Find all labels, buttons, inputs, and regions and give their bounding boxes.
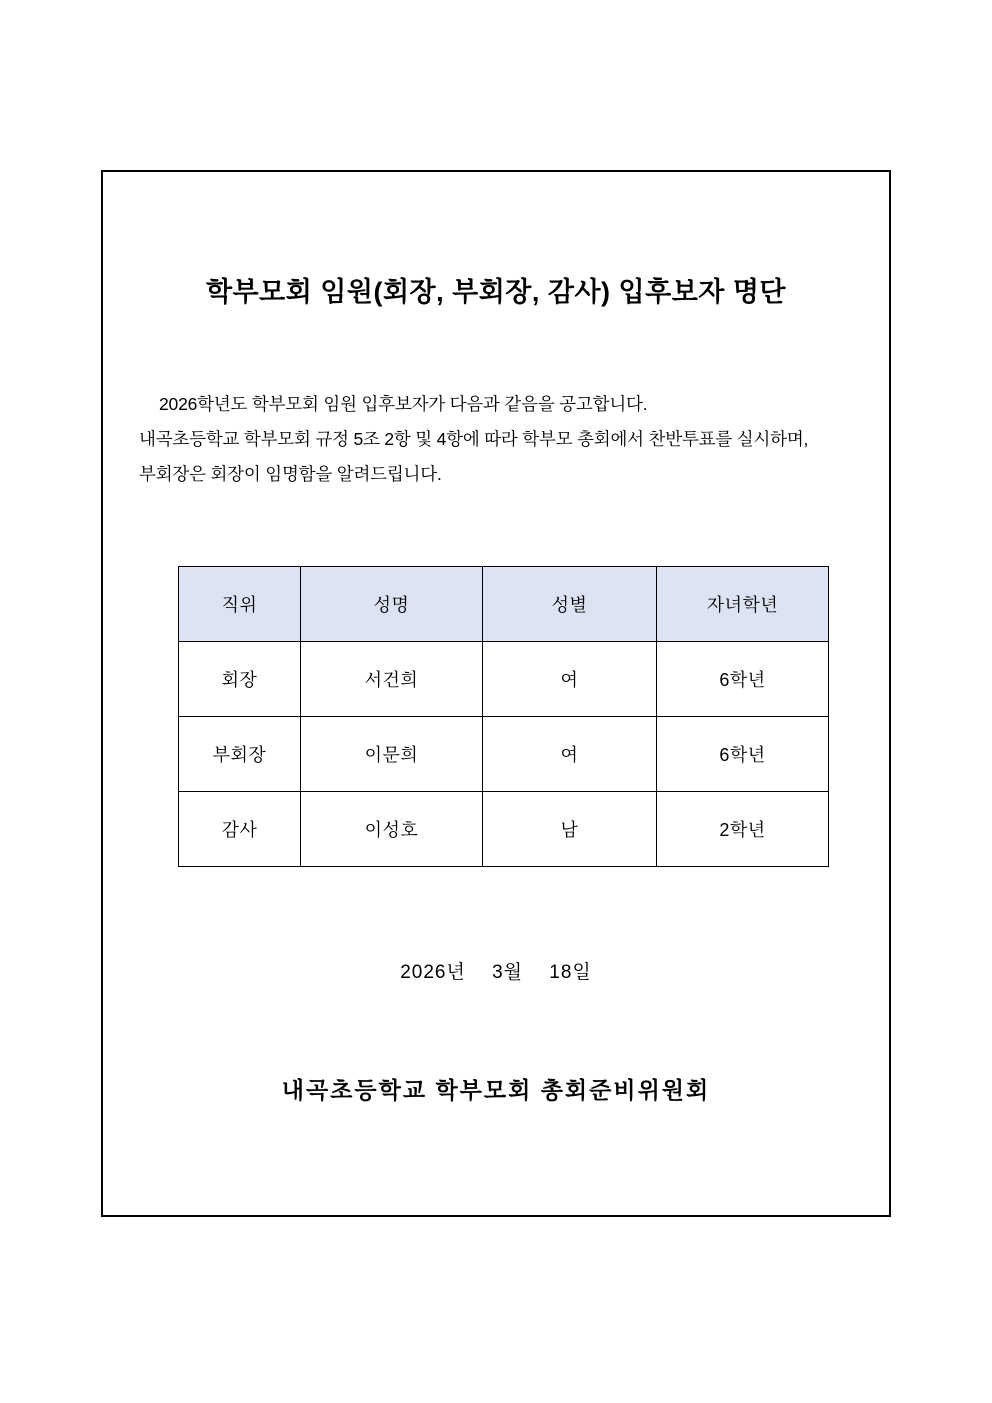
cell-gender: 여 xyxy=(483,642,657,717)
page-title: 학부모회 임원(회장, 부회장, 감사) 입후보자 명단 xyxy=(205,277,787,307)
cell-name: 서건희 xyxy=(301,642,483,717)
cell-position: 부회장 xyxy=(179,717,301,792)
column-header-gender: 성별 xyxy=(483,567,657,642)
document-page xyxy=(101,170,891,1217)
cell-child-grade: 6학년 xyxy=(657,717,829,792)
table-row xyxy=(179,792,829,867)
cell-name: 이성호 xyxy=(301,792,483,867)
date-day: 18일 xyxy=(549,962,592,983)
notice-paragraph-3: 부회장은 회장이 임명함을 알려드립니다. xyxy=(139,464,442,484)
candidates-table xyxy=(178,566,829,867)
cell-name: 이문희 xyxy=(301,717,483,792)
cell-position: 감사 xyxy=(179,792,301,867)
table-header-row xyxy=(179,567,829,642)
table-row xyxy=(179,642,829,717)
notice-body xyxy=(139,387,869,492)
notice-paragraph-1: 2026학년도 학부모회 임원 입후보자가 다음과 같음을 공고합니다. xyxy=(159,394,648,414)
cell-child-grade: 2학년 xyxy=(657,792,829,867)
date-year: 2026년 xyxy=(400,962,466,983)
column-header-position: 직위 xyxy=(179,567,301,642)
cell-gender: 여 xyxy=(483,717,657,792)
table-row xyxy=(179,717,829,792)
column-header-name: 성명 xyxy=(301,567,483,642)
cell-child-grade: 6학년 xyxy=(657,642,829,717)
issuer-name: 내곡초등학교 학부모회 총회준비위원회 xyxy=(281,1077,711,1103)
column-header-child-grade: 자녀학년 xyxy=(657,567,829,642)
cell-gender: 남 xyxy=(483,792,657,867)
cell-position: 회장 xyxy=(179,642,301,717)
notice-paragraph-2: 내곡초등학교 학부모회 규정 5조 2항 및 4항에 따라 학부모 총회에서 찬반투표를 실시하며, xyxy=(139,429,809,449)
date-month: 3월 xyxy=(492,962,524,983)
issue-date xyxy=(103,957,889,984)
